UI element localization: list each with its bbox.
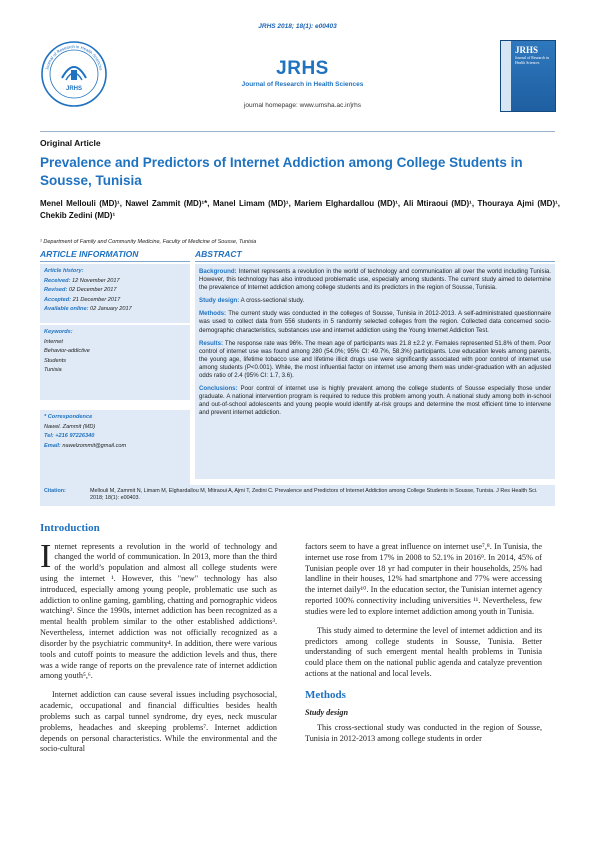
methods-paragraph: This cross-sectional study was conducted in the region of Sousse, Tunisia in 2012-2013 among college students in order [305, 723, 542, 744]
keyword-item: Students [44, 357, 67, 364]
intro-paragraph: Internet represents a revolution in the world of technology and changed the world of communication. In 2013, more than the third of the world’s population and almost all college students were using the internet ¹. However, this "new" technology has also introduced, especially among young people, problematic use such as addiction to online gaming, gambling, chatting and pornographic videos watching². Since the 1990s, internet addiction has been recognized as a mental health problem similar to the other established addictions³. Nevertheless, internet addiction was not officially recognized as a disorder by the psychiatric community⁴. In addition, there were various tools and cutoff points to measure the addiction levels and thus, there was a wide range of reports on the prevalence rate of internet addiction among youth⁵,⁶. [40, 537, 277, 681]
cover-title: JRHS [515, 45, 539, 55]
abstract-background: Background: Internet represents a revolution in the world of technology and communication all over the world including Tunisia. However, this technology has also introduced problematic use, especially among students. The current study aimed to determine the prevalence of Internet addiction among college students and its predictors in the region of Sousse, Tunisia. [199, 268, 552, 292]
article-history-box [40, 264, 190, 323]
abstract-results: Results: The response rate was 96%. The mean age of participants was 21.8 ±2.2 yr. Females represented 51.8% of them. Poor control of internet use was found among 280 (54.0%; 95% CI: 49.7%, 58.3%) participants. Low education levels among parents, the young age, lifetime tobacco use and lifetime illicit drugs use were significantly associated with poor control of internet use among students (P<0.001). While, the most influential factor on internet use among them was under-graduation with an adjusted odds ratio of 2.4 (95% CI: 1.7, 3.6). [199, 339, 551, 380]
study-design-heading: Study design [305, 708, 348, 718]
journal-masthead [150, 58, 455, 109]
keywords-box [40, 325, 190, 400]
correspondence-name: Nawel. Zammit (MD) [44, 423, 96, 430]
abstract-methods: Methods: The current study was conducted in the colleges of Sousse, Tunisia in 2012-2013. A self-administrated questionnaire was used to collect data from 556 students in 5 randomly selected colleges from the region. Collected data concerned socio-demographic characteristics, substances use and internet addiction using the Young Internet Addiction Test. [199, 310, 551, 334]
journal-cover-thumbnail [500, 40, 556, 112]
keyword-item: Behavior-addictive [44, 348, 90, 354]
body-right-column [305, 542, 542, 753]
journal-full-name: Journal of Research in Health Sciences [241, 81, 364, 88]
author-list: Menel Mellouli (MD)¹, Nawel Zammit (MD)¹*, Manel Limam (MD)¹, Mariem Elghardallou (MD)¹, Ali Mtiraoui (MD)¹, Thouraya Ajmi (MD)¹, Chekib Zedini (MD)¹ [40, 199, 560, 221]
intro-paragraph: factors seem to have a great influence on internet use⁷,⁸. In Tunisia, the internet use rose from 17% in 2008 to 52.1% in 2016⁹. In 2014, 45% of Tunisian people over 18 yr had computer in their households, 25% had landline in their houses, 12% had smartphone and 77% were accessing the internet daily¹⁰. In the education sector, the Tunisian internet agency reported 100% connectivity including universities ¹¹. Nevertheless, few studies were led to explore internet addiction among youth in Tunisia. [305, 542, 542, 616]
header-divider [40, 131, 555, 132]
history-label: Article history: [44, 268, 84, 274]
history-row: Available online: 02 January 2017 [44, 306, 132, 312]
affiliation: ¹ Department of Family and Community Medicine, Faculty of Medicine of Sousse, Tunisia [40, 239, 257, 245]
article-info-column [40, 249, 190, 486]
cover-subtitle: Journal of Research in Health Sciences [515, 56, 550, 65]
article-type: Original Article [40, 138, 101, 148]
abstract-heading: ABSTRACT [195, 249, 555, 262]
correspondence-label: * Correspondence [44, 414, 93, 420]
issue-header: JRHS 2018; 18(1): e00403 [258, 23, 337, 30]
citation-box [40, 485, 555, 506]
abstract-conclusions: Conclusions: Poor control of internet use is highly prevalent among the college students of Sousse especially those under graduate. A national intervention program is required to reduce this problem among youth. A national study among both in-school and out-of-school adolescents and young people would identify at-risk groups and determine the most efficient time to intervene and prevent internet addiction. [199, 385, 551, 417]
article-info-heading: ARTICLE INFORMATION [40, 249, 190, 262]
correspondence-box [40, 410, 190, 486]
journal-logo-icon [40, 40, 108, 108]
body-left-column [40, 521, 277, 763]
intro-paragraph: This study aimed to determine the level of internet addiction and its predictors among college students in Sousse, Tunisia. Better understanding of such emergent mental health problems in Tunisia could place them on the national public agenda and catalyze prevention actions at the national and local levels. [305, 625, 542, 679]
correspondence-tel: Tel: +216 97226340 [44, 433, 95, 439]
abstract-design: Study design: A cross-sectional study. [199, 297, 305, 305]
logo-ring-text: Journal of Research in Health Sciences [44, 43, 104, 71]
introduction-heading: Introduction [40, 522, 100, 534]
keyword-item: Tunisia [44, 367, 62, 373]
history-row: Accepted: 21 December 2017 [44, 296, 121, 303]
history-row: Revised: 02 December 2017 [44, 287, 117, 293]
journal-homepage[interactable]: journal homepage: www.umsha.ac.ir/jrhs [243, 102, 362, 109]
email-label: Email: [44, 442, 61, 449]
keyword-item: Internet [44, 338, 63, 345]
correspondence-email[interactable]: nawelzommit@gmail.com [62, 442, 127, 449]
abstract-column [195, 249, 555, 479]
citation-label: Citation: [44, 488, 66, 494]
logo-abbr: JRHS [65, 86, 83, 92]
drop-cap: I [40, 537, 52, 575]
keywords-label: Keywords: [44, 329, 73, 335]
methods-heading: Methods [305, 688, 346, 701]
journal-abbr: JRHS [276, 58, 329, 79]
article-title: Prevalence and Predictors of Internet Addiction among College Students in Sousse, Tunisia [40, 155, 523, 188]
abstract-box [195, 264, 555, 479]
cover-stripe [501, 41, 511, 111]
citation-text: Mellouli M, Zammit N, Limam M, Elghardallou M, Mtiraoui A, Ajmi T, Zedini C. Prevalence and Predictors of Internet Addiction among College Students in Sousse, Tunisia. J Res Health Sci. 2018; 18(1): e00403. [90, 488, 538, 502]
history-row: Received: 12 November 2017 [44, 277, 120, 284]
intro-paragraph: Internet addiction can cause several issues including psychosocial, academic, occupational and financial difficulties besides health problems such as carpal tunnel syndrome, dry eyes, neck muscular problems, headaches and skeeping problems⁷. Internet addiction depends on personal characteristics. While the environmental and the socio-cultural [40, 690, 277, 754]
